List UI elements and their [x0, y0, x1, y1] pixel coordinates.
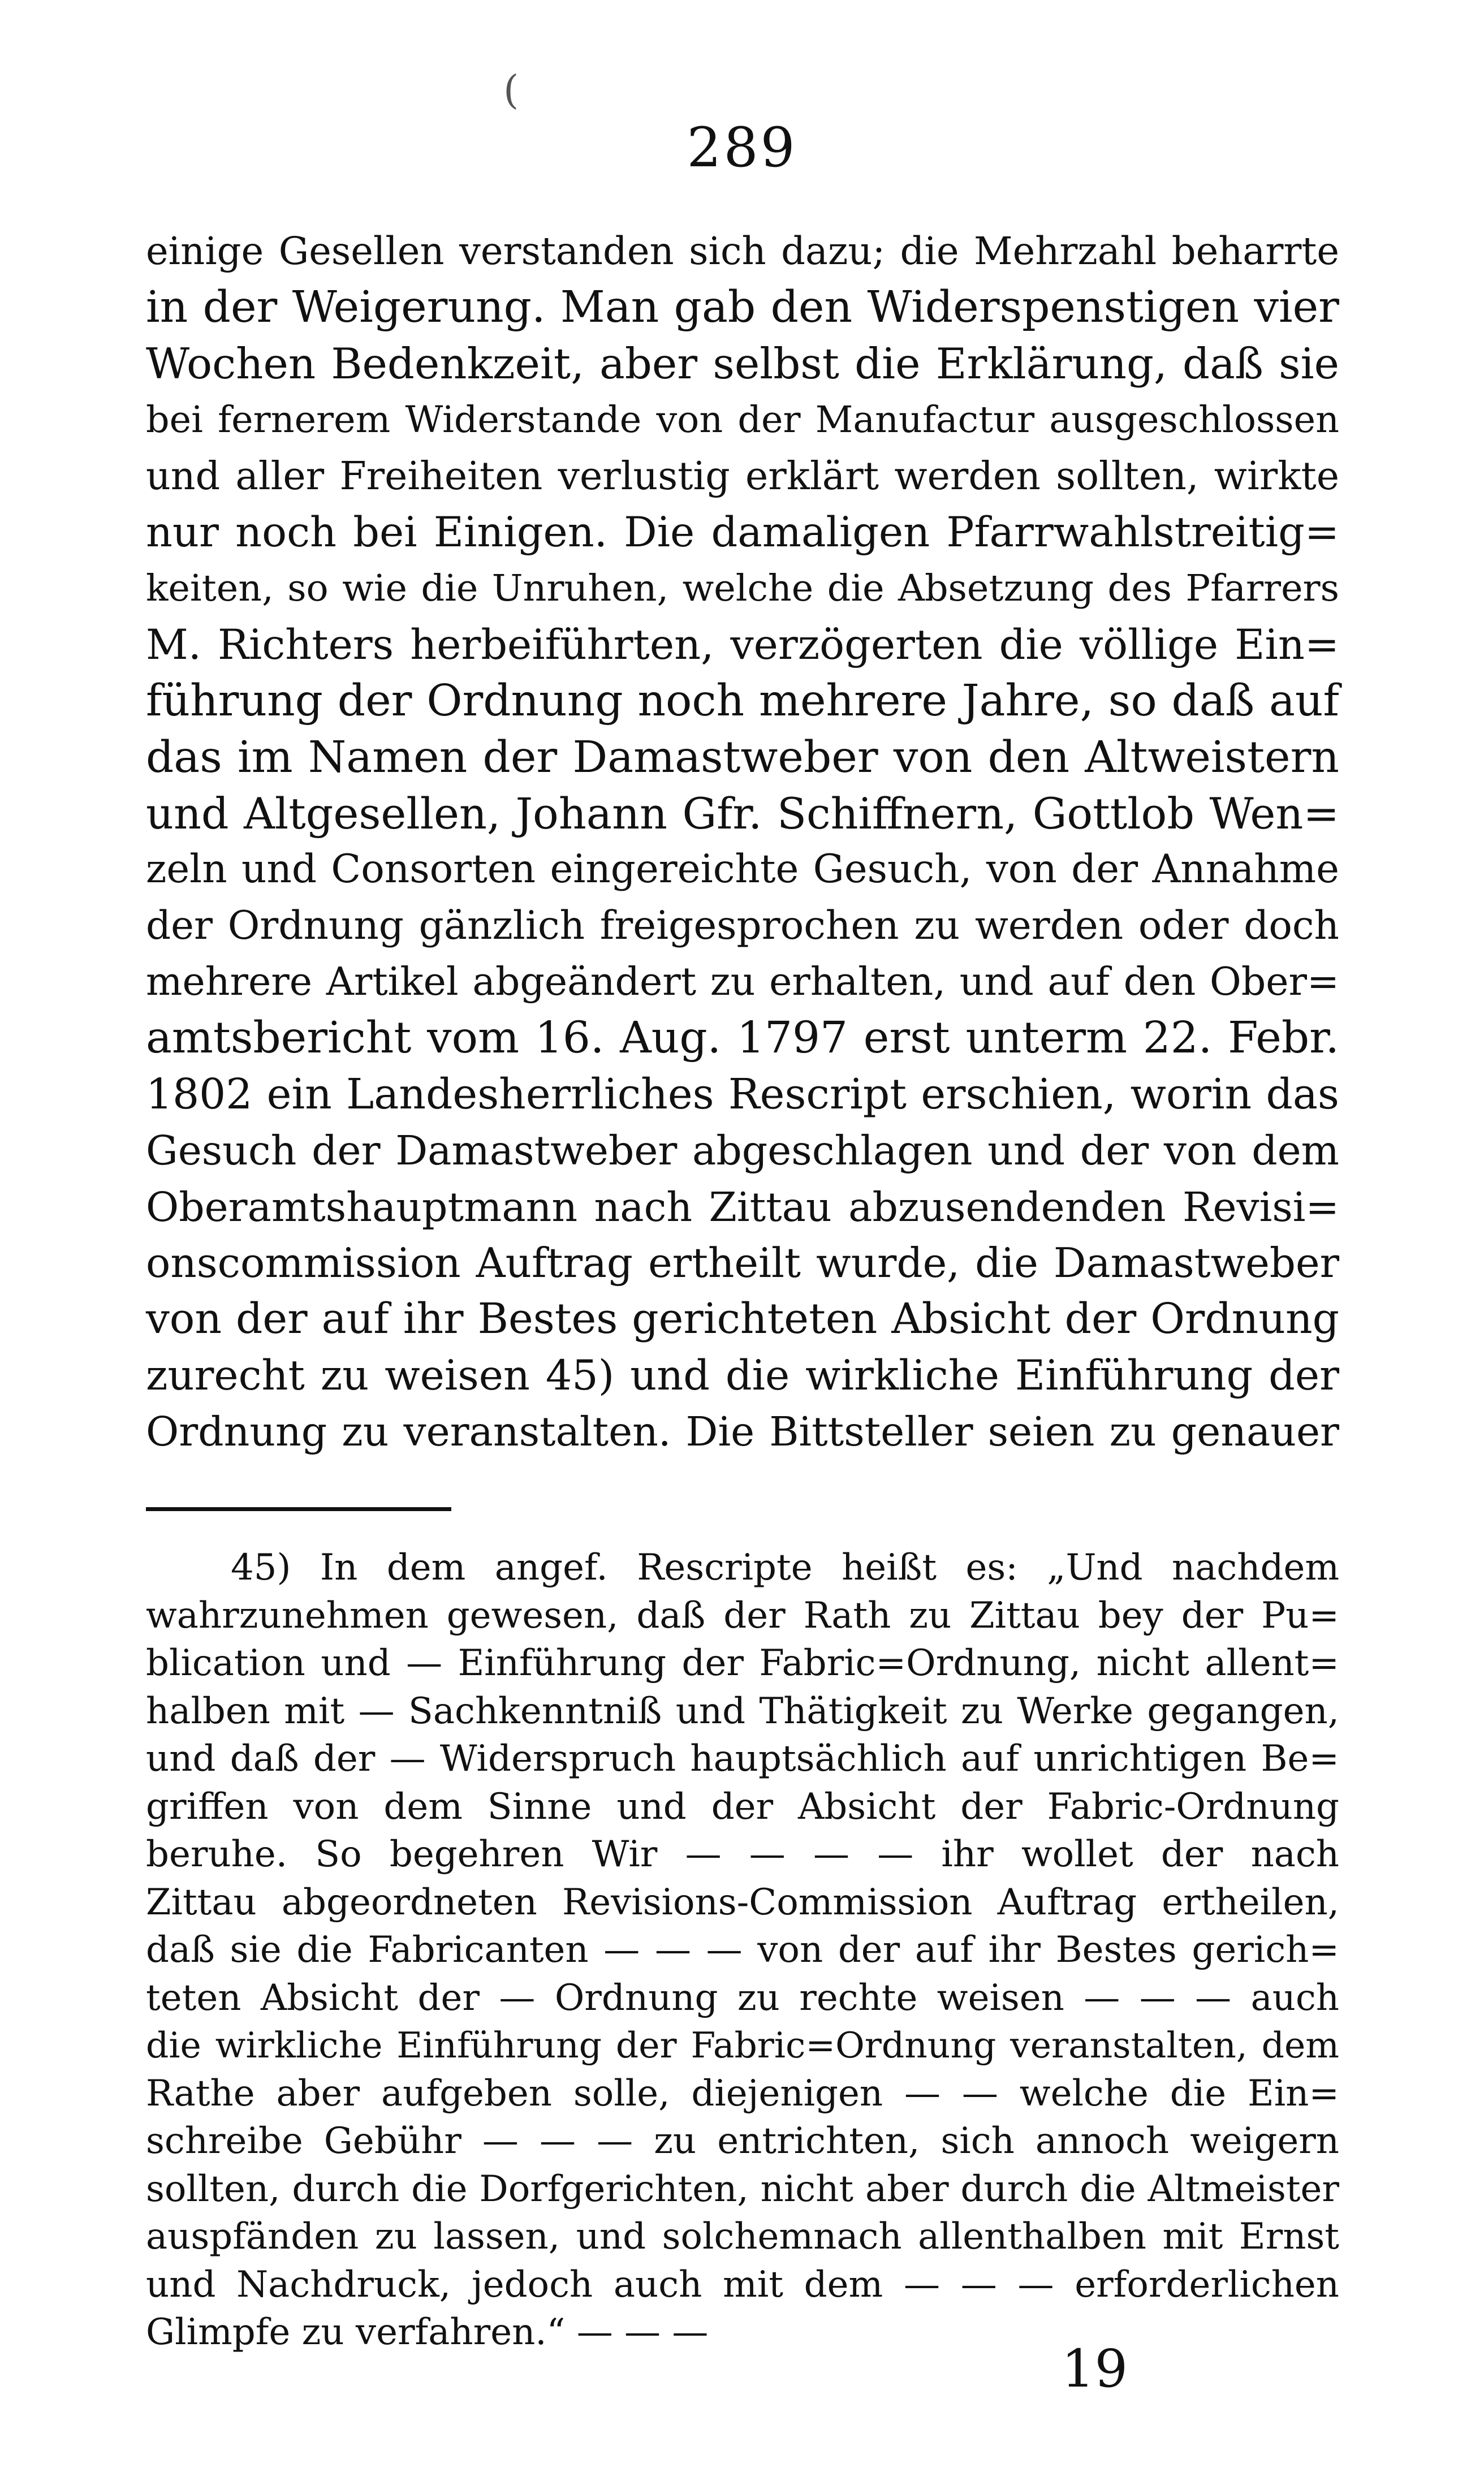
body-line: M. Richters herbeiführten, verzögerten die völlige Ein= — [146, 620, 1339, 669]
body-line: Gesuch der Damastweber abgeschlagen und der von dem — [146, 1127, 1339, 1175]
body-line: einige Gesellen verstanden sich dazu; die Mehrzahl beharrte — [146, 229, 1339, 273]
body-line: von der auf ihr Bestes gerichteten Absicht der Ordnung — [146, 1295, 1339, 1344]
footnote-line: Glimpfe zu verfahren.“ — — — — [146, 2311, 709, 2353]
body-line: Wochen Bedenkzeit, aber selbst die Erklärung, daß sie — [146, 338, 1339, 389]
body-line: und Altgesellen, Johann Gfr. Schiffnern, Gottlob Wen= — [146, 788, 1339, 839]
body-line: und aller Freiheiten verlustig erklärt werden sollten, wirkte — [146, 454, 1339, 499]
body-line: nur noch bei Einigen. Die damaligen Pfarrwahlstreitig= — [146, 508, 1339, 556]
footnote-line: sollten, durch die Dorfgerichten, nicht aber durch die Altmeister — [146, 2168, 1339, 2210]
body-line: zurecht zu weisen 45) und die wirkliche Einführung der — [146, 1351, 1339, 1400]
footnote-line: und daß der — Widerspruch hauptsächlich auf unrichtigen Be= — [146, 1738, 1339, 1780]
footnote-line: 45) In dem angef. Rescripte heißt es: „Und nachdem — [231, 1547, 1339, 1589]
body-line: zeln und Consorten eingereichte Gesuch, von der Annahme — [146, 847, 1339, 892]
footnote-line: beruhe. So begehren Wir — — — — ihr wollet der nach — [146, 1833, 1339, 1875]
footnote-block — [146, 1544, 1339, 2357]
signature-mark: 19 — [1061, 2338, 1128, 2399]
footnote-divider — [146, 1507, 451, 1511]
body-line: in der Weigerung. Man gab den Widerspenstigen vier — [146, 282, 1339, 333]
footnote-line: die wirkliche Einführung der Fabric=Ordnung veranstalten, dem — [146, 2025, 1339, 2066]
body-line: mehrere Artikel abgeändert zu erhalten, und auf den Ober= — [146, 960, 1339, 1005]
body-line: bei fernerem Widerstande von der Manufactur ausgeschlossen — [146, 399, 1339, 442]
body-line: Ordnung zu veranstalten. Die Bittsteller seien zu genauer — [146, 1408, 1339, 1456]
footnote-line: wahrzunehmen gewesen, daß der Rath zu Zittau bey der Pu= — [146, 1594, 1339, 1637]
body-text — [146, 223, 1339, 1460]
footnote-line: Rathe aber aufgeben solle, diejenigen — — welche die Ein= — [146, 2072, 1339, 2115]
body-line: keiten, so wie die Unruhen, welche die Absetzung des Pfarrers — [146, 567, 1339, 610]
footnote-line: schreibe Gebühr — — — zu entrichten, sich annoch weigern — [146, 2120, 1339, 2162]
body-line: das im Namen der Damastweber von den Altweistern — [146, 732, 1339, 783]
footnote-line: halben mit — Sachkenntniß und Thätigkeit zu Werke gegangen, — [146, 1690, 1339, 1732]
footnote-line: Zittau abgeordneten Revisions-Commission Auftrag ertheilen, — [146, 1881, 1339, 1923]
footnote-line: griffen von dem Sinne und der Absicht der Fabric-Ordnung — [146, 1785, 1339, 1828]
footnote-line: auspfänden zu lassen, und solchemnach allenthalben mit Ernst — [146, 2216, 1339, 2258]
stray-mark: ( — [503, 67, 519, 113]
footnote-line: teten Absicht der — Ordnung zu rechte weisen — — — auch — [146, 1977, 1339, 2019]
body-line: der Ordnung gänzlich freigesprochen zu werden oder doch — [146, 903, 1339, 948]
footnote-line: und Nachdruck, jedoch auch mit dem — — — erforderlichen — [146, 2263, 1339, 2306]
body-line: amtsbericht vom 16. Aug. 1797 erst unterm 22. Febr. — [146, 1013, 1339, 1064]
body-line: führung der Ordnung noch mehrere Jahre, so daß auf — [146, 676, 1339, 727]
footnote-line: daß sie die Fabricanten — — — von der auf ihr Bestes gerich= — [146, 1929, 1339, 1971]
body-line: onscommission Auftrag ertheilt wurde, die Damastweber — [146, 1239, 1339, 1287]
body-line: Oberamtshauptmann nach Zittau abzusendenden Revisi= — [146, 1183, 1339, 1231]
body-line: 1802 ein Landesherrliches Rescript erschien, worin das — [146, 1069, 1339, 1119]
page-number: 289 — [687, 116, 797, 179]
footnote-line: blication und — Einführung der Fabric=Ordnung, nicht allent= — [146, 1642, 1339, 1684]
